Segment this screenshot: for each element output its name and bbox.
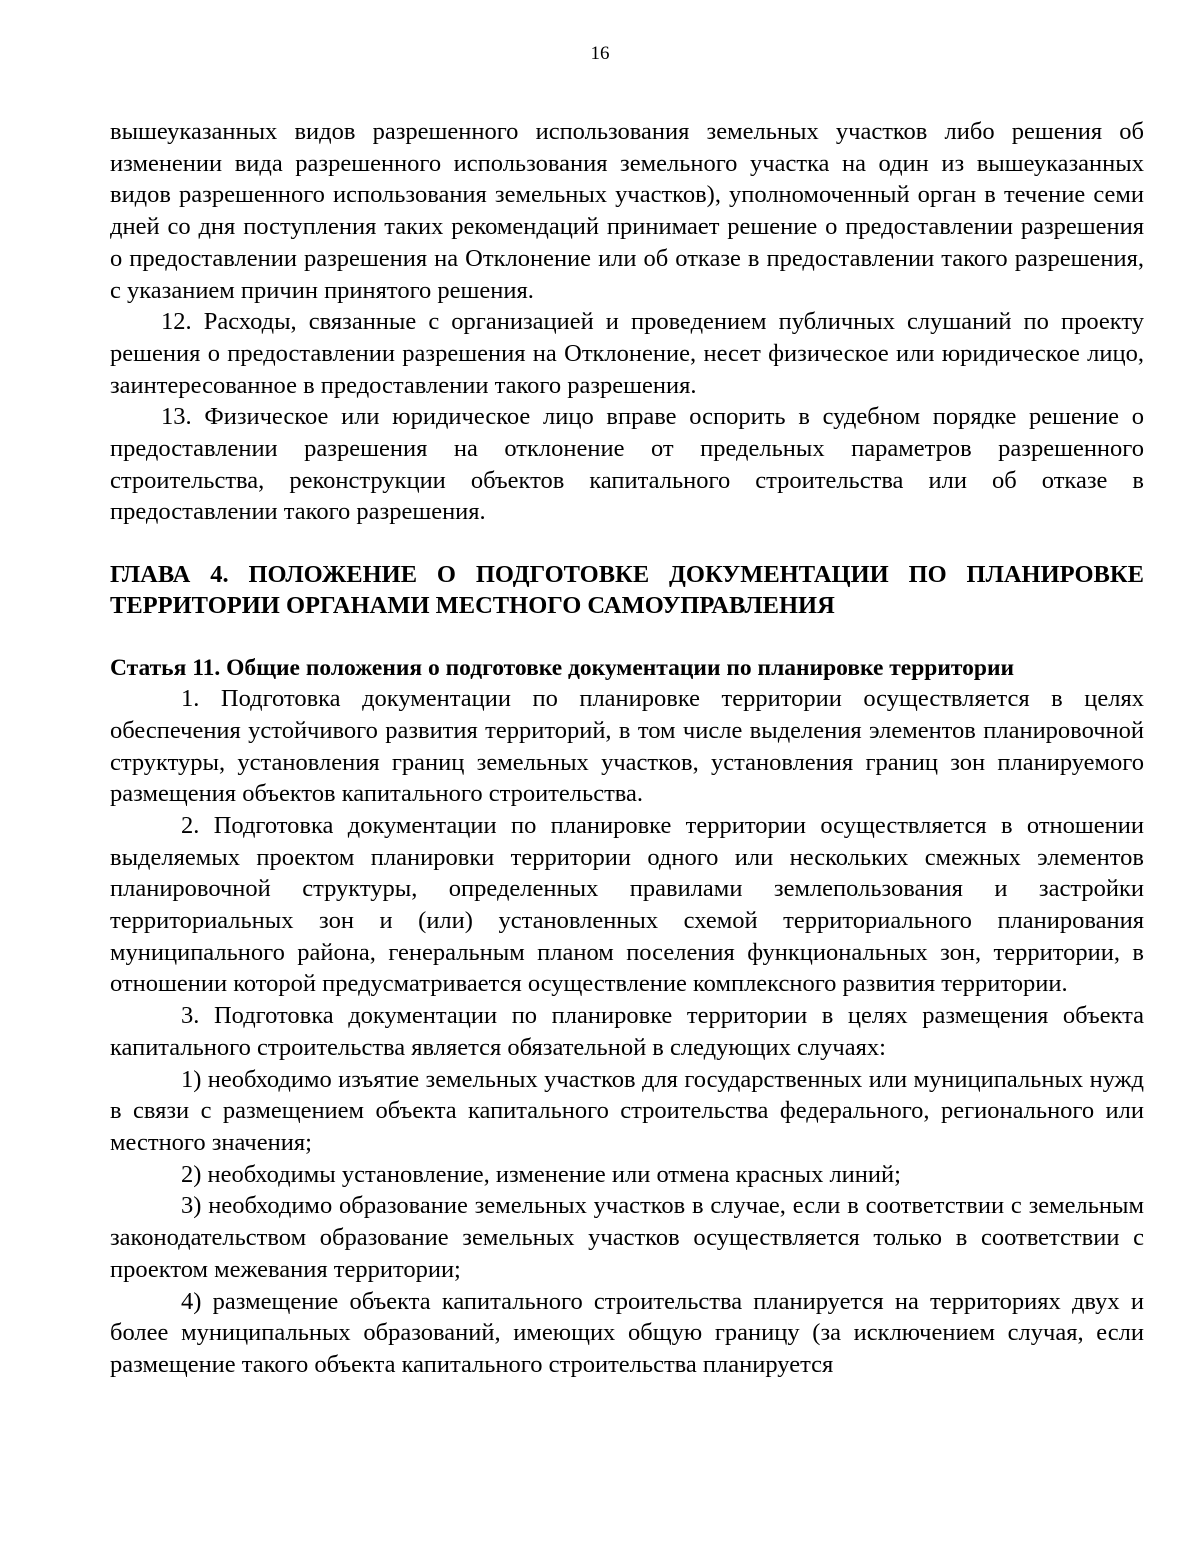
sub-item-4: 4) размещение объекта капитального строительства планируется на территориях двух и более муниципальных образований, имеющих общую границу (за исключением случая, если размещение такого объекта капитального строительства планируется bbox=[110, 1287, 1144, 1378]
article-paragraph-3: 3. Подготовка документации по планировке территории в целях размещения объекта капитального строительства является обязательной в следующих случаях: bbox=[110, 1002, 1144, 1061]
article-heading: Статья 11. Общие положения о подготовке документации по планировке территории bbox=[110, 655, 1015, 682]
document-body bbox=[110, 116, 1144, 1381]
article-paragraph-2: 2. Подготовка документации по планировке территории осуществляется в отношении выделяемых проектом планировки территории одного или нескольких смежных элементов планировочной структуры, определенных правилами землепользования и застройки территориальных зон и (или) установленных схемой территориального планирования муниципального района, генеральным планом поселения функциональных зон, территории, в отношении которой предусматривается осуществление комплексного развития территории. bbox=[110, 811, 1144, 998]
paragraph-item-12: 12. Расходы, связанные с организацией и проведением публичных слушаний по проекту решения о предоставлении разрешения на Отклонение, несет физическое или юридическое лицо, заинтересованное в предоставлении такого разрешения. bbox=[110, 308, 1144, 399]
chapter-heading: ГЛАВА 4. ПОЛОЖЕНИЕ О ПОДГОТОВКЕ ДОКУМЕНТАЦИИ ПО ПЛАНИРОВКЕ ТЕРРИТОРИИ ОРГАНАМИ МЕСТНОГО САМОУПРАВЛЕНИЯ bbox=[110, 561, 1144, 620]
sub-item-3: 3) необходимо образование земельных участков в случае, если в соответствии с земельным законодательством образование земельных участков осуществляется только в соответствии с проектом межевания территории; bbox=[110, 1192, 1144, 1283]
sub-item-1: 1) необходимо изъятие земельных участков для государственных или муниципальных нужд в связи с размещением объекта капитального строительства федерального, регионального или местного значения; bbox=[110, 1065, 1144, 1156]
article-paragraph-1: 1. Подготовка документации по планировке территории осуществляется в целях обеспечения устойчивого развития территорий, в том числе выделения элементов планировочной структуры, установления границ земельных участков, установления границ зон планируемого размещения объектов капитального строительства. bbox=[110, 685, 1144, 808]
paragraph-item-13: 13. Физическое или юридическое лицо вправе оспорить в судебном порядке решение о предоставлении разрешения на отклонение от предельных параметров разрешенного строительства, реконструкции объектов капитального строительства или об отказе в предоставлении такого разрешения. bbox=[110, 403, 1144, 526]
continued-paragraph: вышеуказанных видов разрешенного использования земельных участков либо решения об изменении вида разрешенного использования земельного участка на один из вышеуказанных видов разрешенного использования земельных участков), уполномоченный орган в течение семи дней со дня поступления таких рекомендаций принимает решение о предоставлении разрешения о предоставлении разрешения на Отклонение или об отказе в предоставлении такого разрешения, с указанием причин принятого решения. bbox=[110, 118, 1144, 304]
page-number: 16 bbox=[590, 43, 610, 64]
sub-item-2: 2) необходимы установление, изменение или отмена красных линий; bbox=[181, 1160, 901, 1188]
